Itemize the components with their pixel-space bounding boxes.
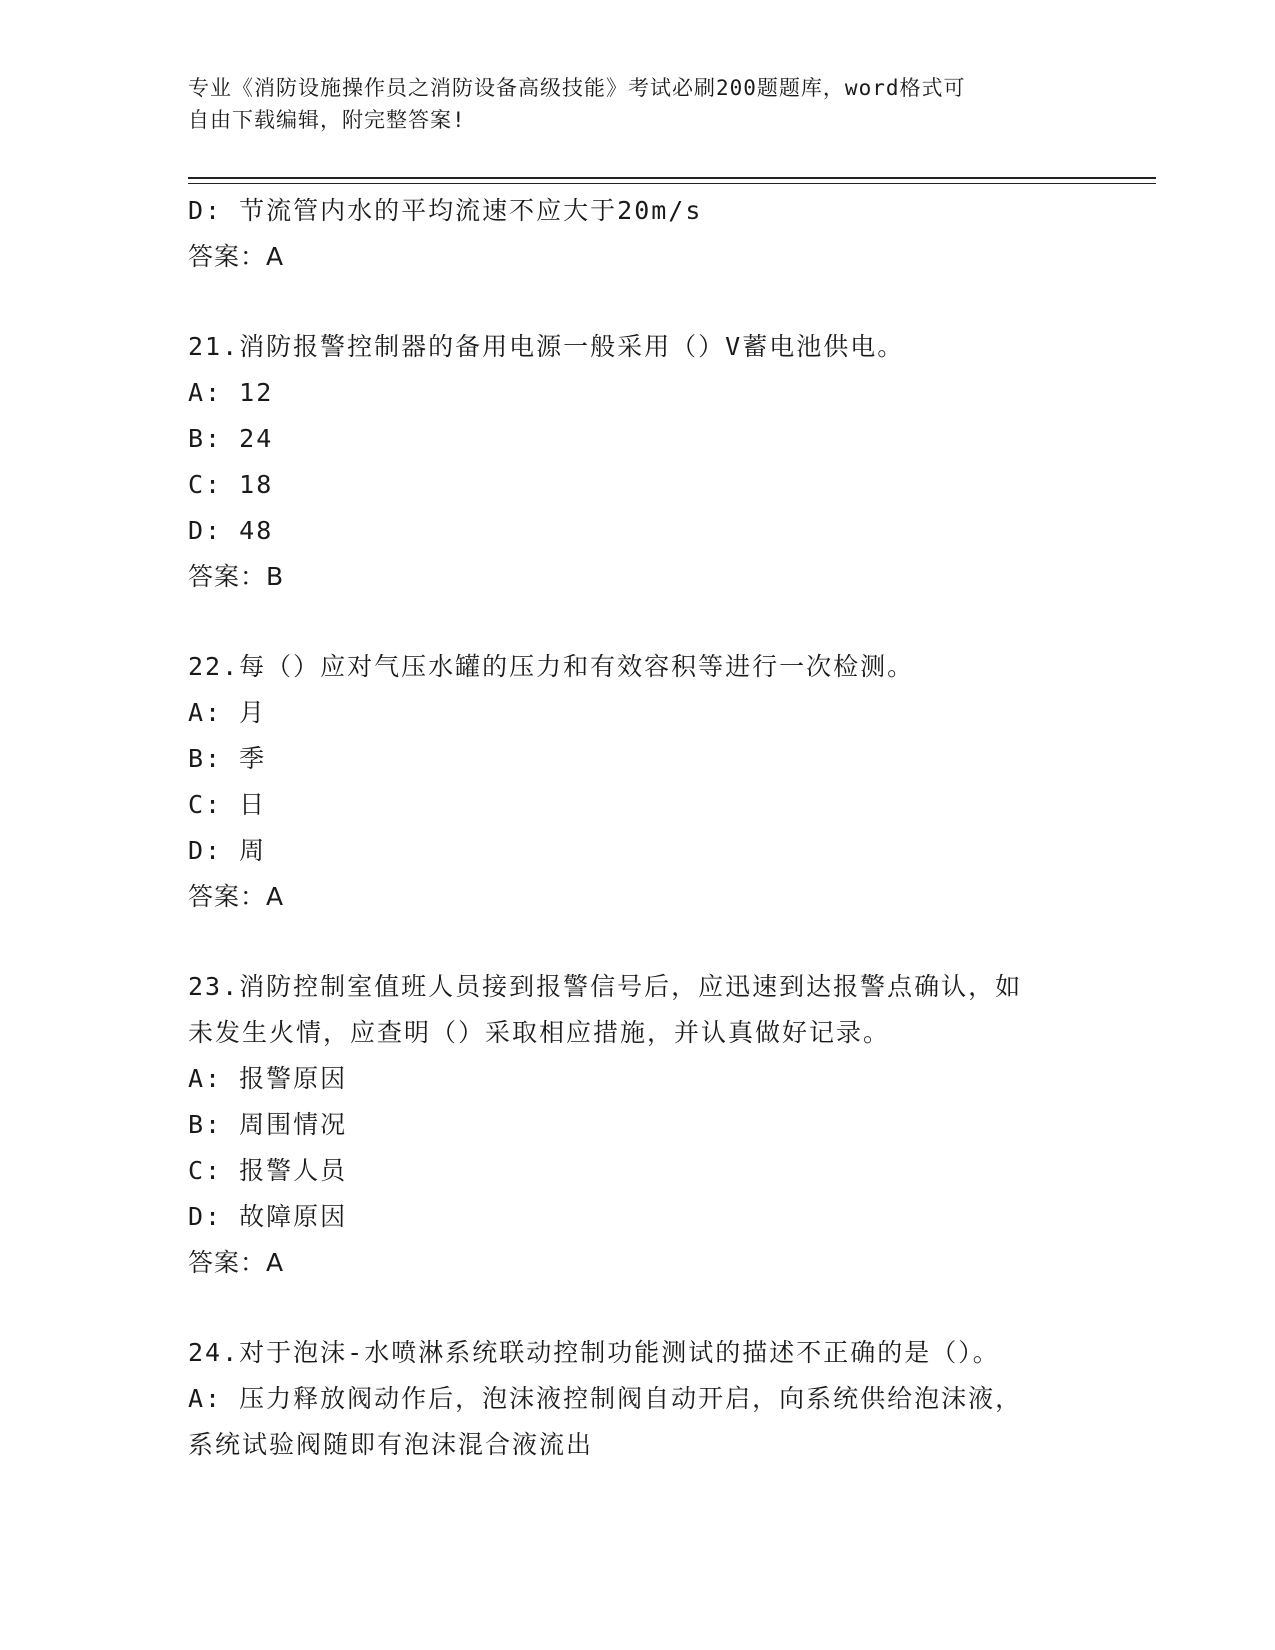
option-a: A: 月 — [188, 698, 267, 727]
prev-option-d: D: 节流管内水的平均流速不应大于20m/s — [188, 196, 703, 225]
question-text-line-1: 23.消防控制室值班人员接到报警信号后，应迅速到达报警点确认，如 — [188, 972, 1023, 1001]
question-23 — [188, 964, 1088, 1286]
option-a: A: 12 — [188, 378, 274, 407]
answer: 答案：A — [188, 1248, 285, 1277]
option-a-line-1: A: 压力释放阀动作后，泡沫液控制阀自动开启，向系统供给泡沫液， — [188, 1384, 1023, 1413]
question-text: 24.对于泡沫-水喷淋系统联动控制功能测试的描述不正确的是（）。 — [188, 1338, 1000, 1367]
option-d: D: 周 — [188, 836, 267, 865]
answer: 答案：A — [188, 882, 285, 911]
question-text: 22.每（）应对气压水罐的压力和有效容积等进行一次检测。 — [188, 652, 915, 681]
answer: 答案：B — [188, 562, 285, 591]
option-c: C: 报警人员 — [188, 1156, 348, 1185]
prev-answer: 答案：A — [188, 242, 285, 271]
question-text-line-2: 未发生火情，应查明（）采取相应措施，并认真做好记录。 — [188, 1018, 891, 1047]
question-list — [188, 188, 1088, 1468]
option-a-line-2: 系统试验阀随即有泡沫混合液流出 — [188, 1430, 594, 1459]
option-b: B: 周围情况 — [188, 1110, 348, 1139]
question-22 — [188, 644, 1088, 920]
header-divider-thick — [188, 177, 1156, 179]
option-c: C: 日 — [188, 790, 267, 819]
header-line-2: 自由下载编辑，附完整答案! — [188, 108, 466, 132]
document-header — [188, 72, 1088, 136]
option-b: B: 季 — [188, 744, 267, 773]
option-a: A: 报警原因 — [188, 1064, 348, 1093]
option-d: D: 故障原因 — [188, 1202, 348, 1231]
option-c: C: 18 — [188, 470, 274, 499]
option-b: B: 24 — [188, 424, 274, 453]
header-divider-thin — [188, 183, 1156, 184]
option-d: D: 48 — [188, 516, 274, 545]
header-line-1: 专业《消防设施操作员之消防设备高级技能》考试必刷200题题库，word格式可 — [188, 76, 966, 100]
question-24 — [188, 1330, 1088, 1468]
question-text: 21.消防报警控制器的备用电源一般采用（）V蓄电池供电。 — [188, 332, 905, 361]
question-21 — [188, 324, 1088, 600]
